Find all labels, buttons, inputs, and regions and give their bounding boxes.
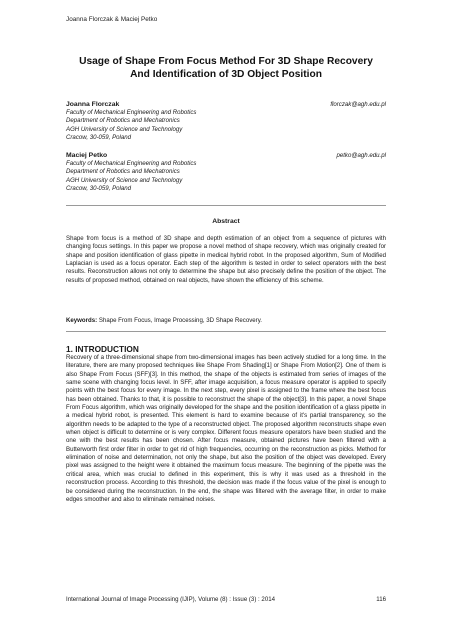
author-block-2 [66, 152, 386, 193]
divider-rule [66, 205, 386, 206]
page-footer [66, 596, 386, 603]
title-line-2: And Identification of 3D Object Position [130, 69, 322, 80]
journal-citation: International Journal of Image Processing (IJIP), Volume (8) : Issue (3) : 2014 [66, 596, 275, 603]
running-head: Joanna Florczak & Maciej Petko [66, 16, 158, 23]
introduction-text: Recovery of a three-dimensional shape from two-dimensional images has been actively studied for a long time. In the literature, there are many proposed techniques like Shape From Shading[1] or Shape From Motion[2]. One of them is also Shape From Focus (SFF)[3]. In this method, the shape of the objects is estimated from series of images of the same scene with changing focus level. In SFF, after image acquisition, a focus measure operator is applied to specify points with the best focus for every image. In the next step, every pixel is assigned to the frame where the best focus has been obtained. Thanks to that, it is possible to reconstruct the shape of the object[3]. In this paper, a novel Shape From Focus algorithm, which was originally developed for the shape and the position identification of a glass pipette in a medical hybrid robot, is presented. This element is hard to examine because of it's partial transparency, so the algorithm needs to be adapted to the type of a reconstructed object. The proposed algorithm reconstructs shape even when object is difficult to determine or is very complex. Different focus measure operators have been studied and the one with the best results has been chosen. After focus measure, obtained pictures have been filtered with a Butterworth first order filter in order to get rid of high frequencies, occurring on the reconstruction as picks. Method for elimination of noise and determination, not only the shape, but also the position of the object was developed. Every pixel was assigned to the height were it obtained the maximum focus measure. The beginning of the pipette was the critical area, which was crucial to defined in this experiment, this is why it was used as a threshold in the reconstruction process. According to this threshold, the decision was made if the focus value of the pixel is enough to be considered during the reconstruction. In the end, the shape was filtered with the average filter, in order to make edges smoother and also to eliminate remained noises. [66, 354, 386, 503]
affiliation-line: Faculty of Mechanical Engineering and Robotics [66, 109, 197, 117]
paper-title [50, 55, 402, 81]
affiliation-line: Cracow, 30-059, Poland [66, 133, 132, 141]
abstract-heading: Abstract [212, 218, 240, 225]
keywords-label: Keywords: [66, 317, 98, 324]
author-email: petko@agh.edu.pl [336, 152, 386, 159]
affiliation-line: Department of Robotics and Mechatronics [66, 117, 180, 125]
author-name: Joanna Florczak [66, 101, 120, 108]
abstract-text: Shape from focus is a method of 3D shape and depth estimation of an object from a sequence of pictures with changing focus settings. In this paper we propose a novel method of shape recovery, which was originally created for shape and position identification of glass pipette in medical hybrid robot. In the proposed algorithm, Sum of Modified Laplacian is used as a focus operator. Each step of the algorithm is tested in order to select operators with the best results. Reconstruction allows not only to determine the shape but also precisely define the position of the object. The results of proposed method, obtained on real objects, have shown the efficiency of this scheme. [66, 235, 386, 284]
author-block-1 [66, 101, 386, 142]
author-email: florczak@agh.edu.pl [330, 101, 386, 108]
affiliation-line: Faculty of Mechanical Engineering and Robotics [66, 160, 197, 168]
affiliation-line: Cracow, 30-059, Poland [66, 184, 132, 192]
keywords-text: Shape From Focus, Image Processing, 3D Shape Recovery. [98, 317, 262, 324]
author-name: Maciej Petko [66, 152, 108, 159]
divider-rule [66, 331, 386, 332]
affiliation-line: AGH University of Science and Technology [66, 125, 183, 133]
affiliation-line: AGH University of Science and Technology [66, 176, 183, 184]
affiliation-line: Department of Robotics and Mechatronics [66, 168, 180, 176]
section-heading: 1. INTRODUCTION [66, 344, 139, 354]
title-line-1: Usage of Shape From Focus Method For 3D Shape Recovery [79, 56, 373, 67]
page-number: 116 [376, 596, 386, 603]
keywords-line [66, 317, 386, 324]
